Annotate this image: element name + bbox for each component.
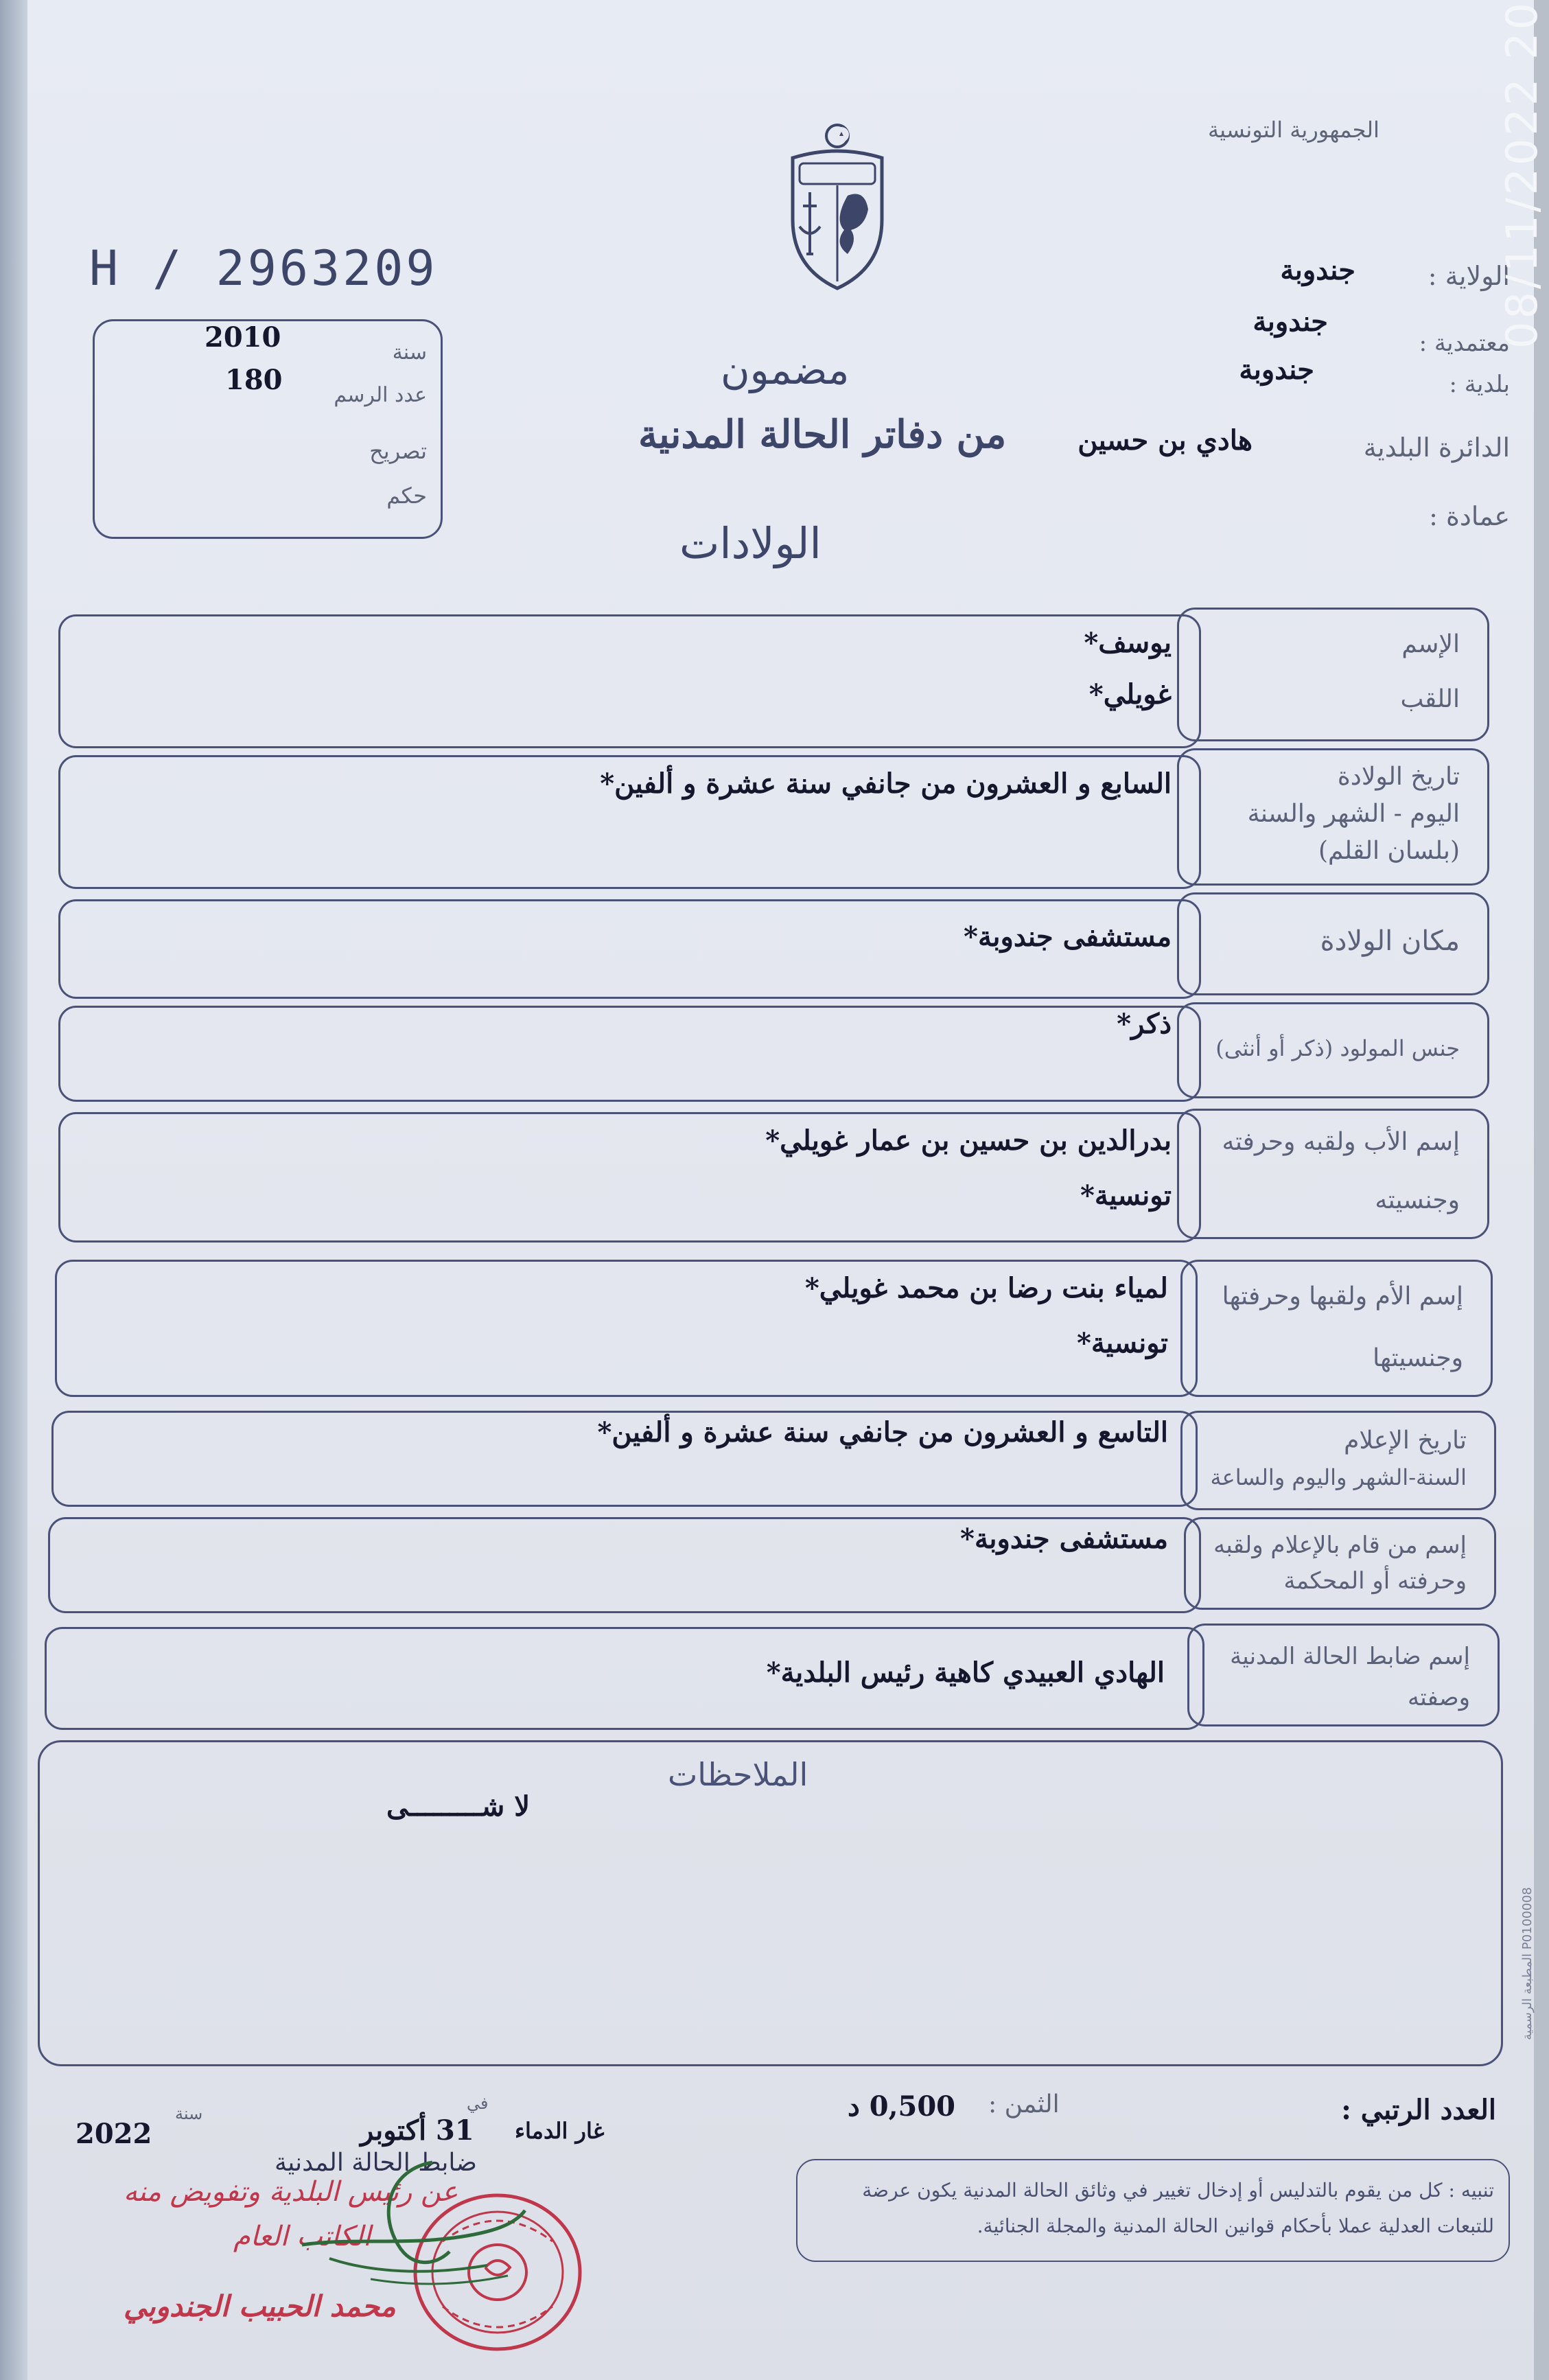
record-number-value: 180 — [225, 364, 283, 396]
baladia-value: جندوبة — [1239, 354, 1314, 386]
label-box-father — [1177, 1109, 1489, 1239]
label-declarant-sub: وحرفته أو المحكمة — [1283, 1567, 1467, 1595]
value-box-birth-date — [58, 755, 1201, 889]
price-value: 0,500 د — [848, 2090, 956, 2123]
value-box-mother — [55, 1260, 1198, 1397]
notice-box — [796, 2159, 1510, 2262]
first-name-value: يوسف* — [1084, 627, 1172, 659]
printer-code: P0100008 — [1519, 1886, 1535, 1950]
label-first-name: الإسم — [1401, 630, 1460, 658]
value-box-sex — [58, 1006, 1201, 1102]
mother-nationality-value: تونسية* — [1076, 1327, 1168, 1359]
label-box-officer — [1187, 1624, 1500, 1726]
label-father-nationality: وجنسيته — [1375, 1186, 1460, 1214]
label-box-sex — [1177, 1002, 1489, 1098]
printer-mark — [1513, 1867, 1541, 2059]
record-number-label: عدد الرسم — [334, 383, 427, 407]
label-mother: إسم الأم ولقبها وحرفتها — [1222, 1282, 1463, 1310]
birth-certificate-document — [27, 0, 1534, 2380]
remarks-title: الملاحظات — [668, 1756, 808, 1793]
remarks-box — [38, 1740, 1503, 2066]
printer-name: المطبعة الرسمية — [1519, 1953, 1535, 2040]
place-value: غار الدماء — [515, 2118, 605, 2144]
title-registers: من دفاتر الحالة المدنية — [638, 412, 1007, 457]
date-year-label: سنة — [175, 2104, 203, 2123]
date-in-label: في — [467, 2094, 489, 2113]
serial-number: H / 2963209 — [89, 240, 438, 297]
label-declarant: إسم من قام بالإعلام ولقبه — [1213, 1532, 1467, 1559]
record-year-value: 2010 — [205, 321, 281, 354]
declaration-date-value: التاسع و العشرون من جانفي سنة عشرة و ألفين* — [597, 1416, 1168, 1448]
label-father: إسم الأب ولقبه وحرفته — [1222, 1128, 1460, 1156]
birth-place-value: مستشفى جندوبة* — [964, 921, 1172, 953]
value-box-officer — [45, 1627, 1204, 1730]
value-box-declarant — [48, 1517, 1201, 1613]
officer-name: محمد الحبيب الجندوبي — [124, 2289, 396, 2323]
label-mother-nationality: وجنسيتها — [1373, 1344, 1463, 1372]
sex-value: ذكر* — [1117, 1008, 1172, 1040]
label-birth-date: تاريخ الولادة — [1337, 763, 1460, 791]
republic-heading: الجمهورية التونسية — [1208, 117, 1379, 143]
judgment-label: حكم — [386, 483, 427, 509]
mother-name-value: لمياء بنت رضا بن محمد غويلي* — [804, 1272, 1168, 1304]
paper-edge — [0, 0, 27, 2380]
label-birth-date-sub: اليوم - الشهر والسنة — [1247, 800, 1460, 828]
officer-title: ضابط الحالة المدنية — [275, 2149, 477, 2177]
value-box-birth-place — [58, 899, 1201, 999]
value-box-declaration-date — [51, 1411, 1198, 1507]
section-title-births: الولادات — [679, 518, 822, 568]
record-info-box — [93, 319, 443, 539]
officer-general-secretary: الكاتب العام — [233, 2221, 371, 2252]
label-birth-date-words: (بلسان القلم) — [1318, 837, 1460, 865]
label-birth-place: مكان الولادة — [1320, 925, 1460, 957]
coat-of-arms-icon — [772, 117, 902, 295]
motamadia-value: جندوبة — [1253, 305, 1328, 338]
value-box-name — [58, 614, 1201, 748]
baladia-label: بلدية : — [1449, 371, 1510, 398]
label-declaration-date: تاريخ الإعلام — [1344, 1426, 1467, 1455]
omada-label: عمادة : — [1429, 501, 1510, 531]
title-madmoun: مضمون — [721, 347, 850, 393]
notice-text: تنبيه : كل من يقوم بالتدليس أو إدخال تغيير في وثائق الحالة المدنية يكون عرضة للتبعات العدلية عملا بأحكام قوانين الحالة المدنية والمجلة الجنائية. — [862, 2179, 1494, 2237]
wilaya-label: الولاية : — [1428, 261, 1510, 291]
label-box-declarant — [1184, 1517, 1496, 1610]
date-year-value: 2022 — [75, 2118, 152, 2150]
declaration-label: تصريح — [369, 438, 427, 464]
label-box-declaration-date — [1180, 1411, 1496, 1510]
officer-value: الهادي العبيدي كاهية رئيس البلدية* — [766, 1656, 1165, 1689]
birth-date-value: السابع و العشرون من جانفي سنة عشرة و ألفين* — [600, 767, 1172, 800]
daira-value: هادي بن حسين — [1078, 424, 1253, 457]
label-box-birth-place — [1177, 892, 1489, 995]
label-box-mother — [1180, 1260, 1493, 1397]
label-declaration-date-sub: السنة-الشهر واليوم والساعة — [1210, 1464, 1467, 1490]
photo-timestamp-text: 08/11/2022 20 — [1496, 0, 1547, 349]
label-box-name — [1177, 608, 1489, 741]
remarks-value: لا شـــــــــى — [386, 1790, 531, 1823]
record-year-label: سنة — [392, 340, 427, 365]
label-sex: جنس المولود (ذكر أو أنثى) — [1215, 1035, 1460, 1061]
father-name-value: بدرالدين بن حسين بن عمار غويلي* — [765, 1124, 1172, 1157]
label-box-birth-date — [1177, 748, 1489, 886]
label-officer: إسم ضابط الحالة المدنية — [1230, 1643, 1470, 1670]
motamadia-label: معتمدية : — [1419, 330, 1510, 357]
label-officer-sub: وصفته — [1408, 1684, 1470, 1711]
father-nationality-value: تونسية* — [1080, 1179, 1172, 1212]
price-label: الثمن : — [988, 2090, 1060, 2118]
serial-label: العدد الرتبي : — [1341, 2094, 1496, 2126]
officer-delegation: عن رئيس البلدية وتفويض منه — [124, 2176, 458, 2208]
label-surname: اللقب — [1400, 685, 1460, 713]
daira-label: الدائرة البلدية — [1363, 432, 1510, 463]
wilaya-value: جندوبة — [1280, 254, 1355, 286]
value-box-father — [58, 1112, 1201, 1243]
surname-value: غويلي* — [1088, 678, 1172, 710]
declarant-value: مستشفى جندوبة* — [960, 1523, 1168, 1555]
photo-timestamp — [1494, 0, 1549, 384]
date-value: 31 أكتوبر — [360, 2114, 474, 2147]
green-signature — [288, 2142, 535, 2307]
